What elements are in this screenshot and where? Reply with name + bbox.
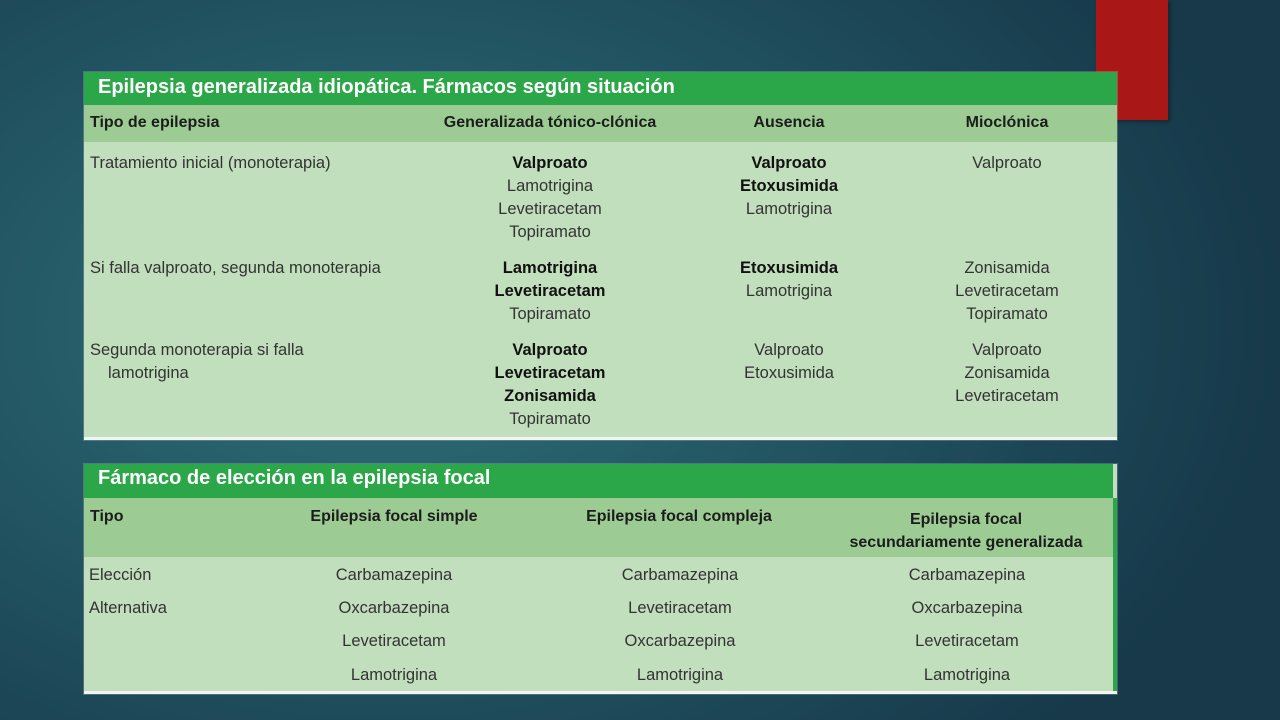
- drug-name: Valproato: [972, 341, 1042, 359]
- row3-mioclonica-cell: [927, 339, 1087, 408]
- cell-compleja: Lamotrigina: [636, 666, 724, 684]
- cell-compleja: Levetiracetam: [628, 599, 732, 617]
- drug-name: Etoxusimida: [739, 177, 839, 195]
- table1-header-mioclonica: Mioclónica: [965, 114, 1049, 131]
- drug-name: Zonisamida: [964, 364, 1050, 382]
- table2-header-compleja: Epilepsia focal compleja: [586, 508, 772, 525]
- row-label: Segunda monoterapia si falla: [90, 341, 304, 359]
- cell-compleja: Carbamazepina: [621, 566, 739, 584]
- drug-name: Etoxusimida: [739, 259, 839, 277]
- row3-gtc-cell: [420, 339, 680, 431]
- drug-name: Valproato: [972, 154, 1042, 172]
- drug-name: Levetiracetam: [498, 200, 602, 218]
- drug-name: Lamotrigina: [506, 177, 594, 195]
- drug-name: Lamotrigina: [745, 282, 833, 300]
- table-row: [90, 152, 331, 175]
- drug-name: Valproato: [512, 341, 588, 359]
- table-row: [90, 339, 304, 385]
- row2-ausencia-cell: [709, 257, 869, 303]
- table2-right-border: [1113, 498, 1117, 694]
- cell-simple: Carbamazepina: [335, 566, 453, 584]
- cell-secundaria: Levetiracetam: [915, 632, 1019, 650]
- table2-title: Fármaco de elección en la epilepsia focal: [84, 464, 1113, 498]
- table2-header-row: [84, 498, 1113, 557]
- drug-name: Levetiracetam: [494, 364, 606, 382]
- table1-header-ausencia: Ausencia: [753, 114, 825, 131]
- cell-simple: Lamotrigina: [350, 666, 438, 684]
- drug-name: Levetiracetam: [955, 282, 1059, 300]
- table-generalized-epilepsy: [84, 72, 1117, 440]
- drug-name: Lamotrigina: [502, 259, 598, 277]
- table2-header-tipo: Tipo: [90, 508, 124, 525]
- row1-ausencia-cell: [709, 152, 869, 221]
- cell-secundaria: Oxcarbazepina: [911, 599, 1023, 617]
- drug-name: Topiramato: [509, 410, 591, 428]
- cell-simple: Oxcarbazepina: [338, 599, 450, 617]
- table1-header-tipo: Tipo de epilepsia: [90, 114, 220, 131]
- drug-name: Zonisamida: [504, 387, 596, 405]
- row2-gtc-cell: [420, 257, 680, 326]
- row-label: Tratamiento inicial (monoterapia): [90, 154, 331, 172]
- drug-name: Valproato: [754, 341, 824, 359]
- drug-name: Topiramato: [509, 305, 591, 323]
- drug-name: Levetiracetam: [955, 387, 1059, 405]
- row-label: Si falla valproato, segunda monoterapia: [90, 259, 381, 277]
- table-row-label: Elección: [89, 566, 152, 584]
- drug-name: Topiramato: [509, 223, 591, 241]
- header-line: Epilepsia focal: [909, 511, 1023, 528]
- cell-secundaria: Lamotrigina: [923, 666, 1011, 684]
- cell-secundaria: Carbamazepina: [908, 566, 1026, 584]
- drug-name: Zonisamida: [964, 259, 1050, 277]
- drug-name: Valproato: [751, 154, 827, 172]
- cell-simple: Levetiracetam: [342, 632, 446, 650]
- drug-name: Valproato: [512, 154, 588, 172]
- drug-name: Etoxusimida: [744, 364, 834, 382]
- table1-header-row: [84, 105, 1117, 142]
- cell-compleja: Oxcarbazepina: [624, 632, 736, 650]
- divider: [84, 437, 1117, 440]
- table2-header-simple: Epilepsia focal simple: [310, 508, 478, 525]
- drug-name: Levetiracetam: [494, 282, 606, 300]
- row3-ausencia-cell: [709, 339, 869, 385]
- drug-name: Lamotrigina: [745, 200, 833, 218]
- row1-mioclonica-cell: [927, 152, 1087, 175]
- header-line: secundariamente generalizada: [849, 534, 1083, 551]
- row1-gtc-cell: [420, 152, 680, 244]
- table1-header-gtc: Generalizada tónico-clónica: [443, 114, 657, 131]
- table-row: [90, 257, 381, 280]
- table-focal-epilepsy: [84, 464, 1117, 694]
- row2-mioclonica-cell: [927, 257, 1087, 326]
- table-row-label: Alternativa: [89, 599, 167, 617]
- row-label-continued: lamotrigina: [108, 364, 189, 382]
- table1-title: Epilepsia generalizada idiopática. Fármacos según situación: [84, 72, 1117, 105]
- divider: [84, 691, 1117, 694]
- drug-name: Topiramato: [966, 305, 1048, 323]
- table2-header-secundaria: [826, 508, 1106, 554]
